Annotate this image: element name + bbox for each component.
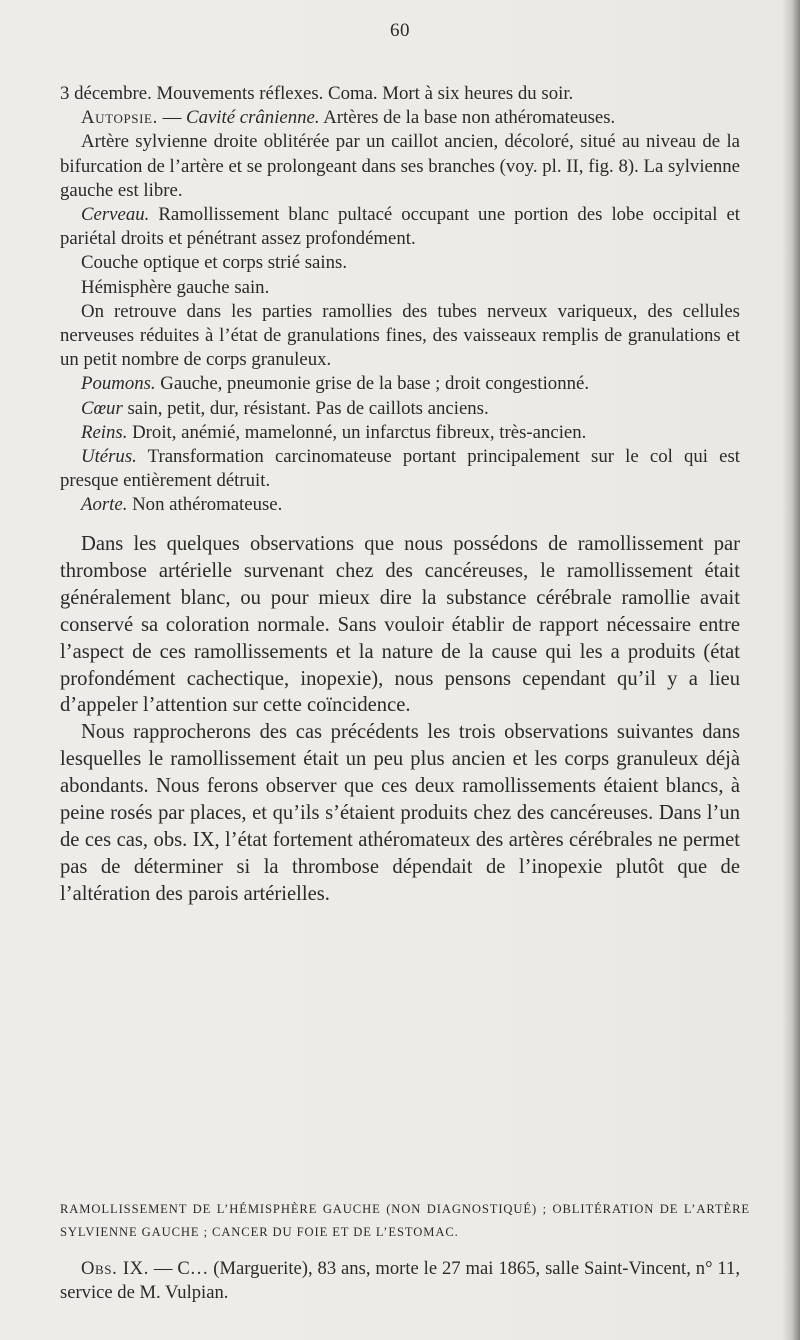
autopsy-paragraph [60, 106, 740, 130]
section-term: Cœur [81, 397, 123, 419]
paragraph-text: sain, petit, dur, résistant. Pas de caillots anciens. [122, 397, 489, 419]
paragraph-text: Transformation carcinomateuse portant principalement sur le col qui est presque entièrement détruit. [60, 446, 740, 492]
section-heading: RAMOLLISSEMENT DE L’HÉMISPHÈRE GAUCHE (NON DIAGNOSTIQUÉ) ; OBLITÉRATION DE L’ARTÈRE SYLVIENNE GAUCHE ; CANCER DU FOIE ET DE L’ESTOMAC. [60, 1202, 750, 1239]
autopsy-report [60, 82, 740, 518]
section-term: Cerveau. [81, 204, 150, 226]
section-term: Utérus. [81, 446, 137, 468]
page-number: 60 [390, 20, 410, 41]
paragraph-text: Non athéromateuse. [127, 494, 283, 516]
discussion-paragraph: Nous rapprocherons des cas précédents les trois observations suivantes dans lesquelles le ramollissement était un peu plus ancien et les corps granuleux déjà abondants. Nous ferons observer que ces deux ramollissements étaient blancs, à peine rosés par places, et qu’ils s’étaient produits chez des cancéreuses. Dans l’un de ces cas, obs. IX, l’état fortement athéromateux des artères cérébrales ne permet pas de déterminer si la thrombose dépendait de l’inopexie plutôt que de l’altération des parois artérielles. [60, 721, 740, 905]
brain-paragraph [60, 203, 740, 251]
autopsy-label: Autopsie. [81, 107, 158, 129]
artery-paragraph: Artère sylvienne droite oblitérée par un caillot ancien, décoloré, situé au niveau de la bifurcation de l’artère et se prolongeant dans ses branches (voy. pl. II, fig. 8). La sylvienne gauche est libre. [60, 131, 740, 201]
dash: — [157, 107, 187, 129]
paragraph-text: Ramollissement blanc pultacé occupant une portion des lobe occipital et pariétal droits et pénétrant assez profondément. [60, 204, 740, 250]
discussion [60, 531, 740, 908]
optic-paragraph: Couche optique et corps strié sains. [81, 252, 348, 274]
text-line: 3 décembre. Mouvements réflexes. Coma. Mort à six heures du soir. [60, 83, 574, 104]
paragraph-text: Gauche, pneumonie grise de la base ; droit congestionné. [155, 373, 590, 395]
uterus-paragraph [60, 445, 740, 493]
section-term: Cavité crânienne. [186, 107, 320, 129]
observation-paragraph [60, 1257, 740, 1304]
lungs-paragraph [60, 372, 740, 396]
section-term: Poumons. [81, 373, 156, 395]
findings-paragraph: On retrouve dans les parties ramollies des tubes nerveux variqueux, des cellules nerveuses réduites à l’état de granulations fines, des vaisseaux remplis de granulations et un petit nombre de corps granuleux. [60, 300, 740, 371]
observation-label: Obs. IX. [81, 1258, 149, 1279]
paragraph-text: Droit, anémié, mamelonné, un infarctus fibreux, très-ancien. [127, 421, 587, 443]
hemisphere-paragraph: Hémisphère gauche sain. [81, 276, 270, 298]
discussion-paragraph: Dans les quelques observations que nous possédons de ramollissement par thrombose artérielle survenant chez des cancéreuses, le ramollissement était généralement blanc, ou pour mieux dire la substance cérébrale ramollie avait conservé sa coloration normale. Sans vouloir établir de rapport nécessaire entre l’aspect de ces ramollissements et la nature de la cause qui les a produits (état profondément cachectique, inopexie), nous pensons cependant qu’il y a lieu d’appeler l’attention sur cette coïncidence. [60, 533, 740, 717]
aorta-paragraph [60, 493, 740, 517]
kidneys-paragraph [60, 421, 740, 445]
paragraph-text: Artères de la base non athéromateuses. [319, 107, 616, 129]
heart-paragraph [60, 397, 740, 421]
page-edge-shadow [782, 0, 800, 1340]
observation-text: — C… (Marguerite), 83 ans, morte le 27 mai 1865, salle Saint-Vincent, n° 11, service de M. Vulpian. [60, 1258, 740, 1303]
section-term: Reins. [81, 421, 128, 443]
section-term: Aorte. [81, 494, 128, 516]
